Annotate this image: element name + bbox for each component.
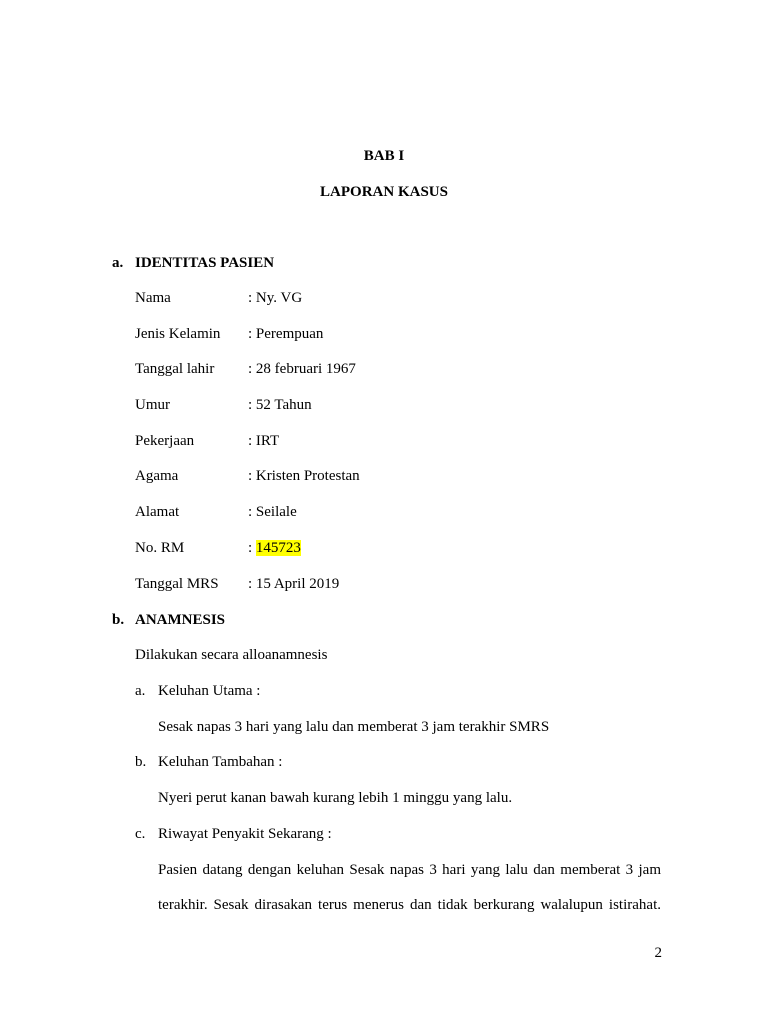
field-value-tanggal-lahir: : 28 februari 1967 [248, 361, 356, 377]
keluhan-utama-text: Sesak napas 3 hari yang lalu dan memberat 3 jam terakhir SMRS [158, 719, 550, 735]
field-label-tanggal-lahir: Tanggal lahir [135, 361, 215, 377]
chapter-title: BAB I [363, 148, 405, 164]
section-a-title: IDENTITAS PASIEN [135, 255, 275, 271]
field-label-nama: Nama [135, 290, 171, 306]
field-value-jenis-kelamin: : Perempuan [248, 326, 324, 342]
page-number: 2 [654, 945, 662, 961]
keluhan-utama-marker: a. [135, 683, 146, 699]
field-label-agama: Agama [135, 468, 179, 484]
section-a-marker: a. [112, 255, 124, 271]
riwayat-penyakit-label: Riwayat Penyakit Sekarang : [158, 826, 332, 842]
riwayat-penyakit-marker: c. [135, 826, 146, 842]
field-label-no-rm: No. RM [135, 540, 185, 556]
keluhan-tambahan-text: Nyeri perut kanan bawah kurang lebih 1 minggu yang lalu. [158, 790, 513, 806]
report-title: LAPORAN KASUS [320, 184, 448, 200]
no-rm-prefix: : [248, 540, 256, 556]
field-label-tanggal-mrs: Tanggal MRS [135, 576, 219, 592]
anamnesis-intro: Dilakukan secara alloanamnesis [135, 647, 328, 663]
riwayat-penyakit-line-2: terakhir. Sesak dirasakan terus menerus dan tidak berkurang walalupun istirahat. [158, 897, 661, 913]
section-b-title: ANAMNESIS [135, 612, 226, 628]
keluhan-tambahan-marker: b. [135, 754, 147, 770]
keluhan-tambahan-label: Keluhan Tambahan : [158, 754, 283, 770]
section-b-marker: b. [112, 612, 125, 628]
field-value-umur: : 52 Tahun [248, 397, 312, 413]
no-rm-highlight: 145723 [255, 540, 301, 556]
keluhan-utama-label: Keluhan Utama : [158, 683, 261, 699]
field-value-pekerjaan: : IRT [248, 433, 280, 449]
field-value-no-rm [248, 539, 301, 557]
riwayat-penyakit-line-1: Pasien datang dengan keluhan Sesak napas 3 hari yang lalu dan memberat 3 jam [158, 862, 661, 878]
field-value-agama: : Kristen Protestan [248, 468, 360, 484]
field-label-umur: Umur [135, 397, 170, 413]
field-value-alamat: : Seilale [248, 504, 297, 520]
field-value-tanggal-mrs: : 15 April 2019 [248, 576, 340, 592]
field-label-alamat: Alamat [135, 504, 180, 520]
field-label-jenis-kelamin: Jenis Kelamin [135, 326, 221, 342]
field-value-nama: : Ny. VG [248, 290, 303, 306]
field-label-pekerjaan: Pekerjaan [135, 433, 195, 449]
